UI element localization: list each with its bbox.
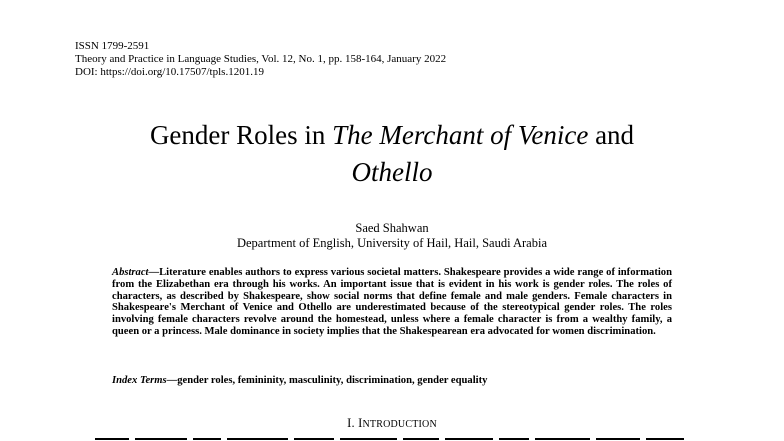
text-fragment — [95, 438, 129, 440]
author-block — [0, 221, 784, 251]
text-fragment — [445, 438, 493, 440]
title-part-1: Gender Roles in — [149, 120, 333, 150]
truncated-body-text — [95, 436, 695, 441]
text-fragment — [535, 438, 590, 440]
index-terms-text: —gender roles, femininity, masculinity, discrimination, gender equality — [166, 375, 488, 386]
section-number: I. — [347, 416, 355, 430]
text-fragment — [646, 438, 684, 440]
journal-citation-line: Theory and Practice in Language Studies, Vol. 12, No. 1, pp. 158-164, January 2022 — [75, 53, 447, 65]
text-fragment — [340, 438, 397, 440]
journal-header — [75, 40, 446, 79]
text-fragment — [596, 438, 640, 440]
title-line-2: Othello — [351, 157, 433, 187]
abstract — [112, 267, 672, 338]
text-fragment — [294, 438, 334, 440]
title-part-2: The Merchant of Venice — [332, 120, 589, 150]
text-fragment — [227, 438, 288, 440]
paper-title — [60, 117, 724, 191]
section-rest: NTRODUCTION — [362, 419, 437, 430]
section-first-letter: I — [358, 416, 363, 430]
index-terms — [112, 375, 672, 387]
author-name: Saed Shahwan — [355, 221, 429, 235]
abstract-label: Abstract — [112, 267, 149, 278]
title-part-3: and — [588, 120, 635, 150]
author-affiliation: Department of English, University of Hail, Hail, Saudi Arabia — [236, 236, 547, 250]
text-fragment — [403, 438, 439, 440]
text-fragment — [193, 438, 221, 440]
doi-line: DOI: https://doi.org/10.17507/tpls.1201.19 — [75, 66, 264, 78]
index-terms-label: Index Terms — [112, 375, 167, 386]
section-heading — [0, 416, 784, 432]
abstract-text: —Literature enables authors to express various societal matters. Shakespeare provides a wide range of information from the Elizabethan era through his works. An important issue that is evident in his work is gender roles. The roles of characters, as described by Shakespeare, show social norms that define female and male genders. Female characters in Shakespeare's Merchant of Venice and Othello are underestimated because of the stereotypical gender roles. The roles involving female characters revolve around the homestead, unless where a female character is from a wealthy family, a queen or a princess. Male dominance in society implies that the Shakespearean era advocated for women discrimination. — [112, 267, 672, 337]
text-fragment — [135, 438, 187, 440]
text-fragment — [499, 438, 529, 440]
issn-line: ISSN 1799-2591 — [75, 40, 150, 52]
